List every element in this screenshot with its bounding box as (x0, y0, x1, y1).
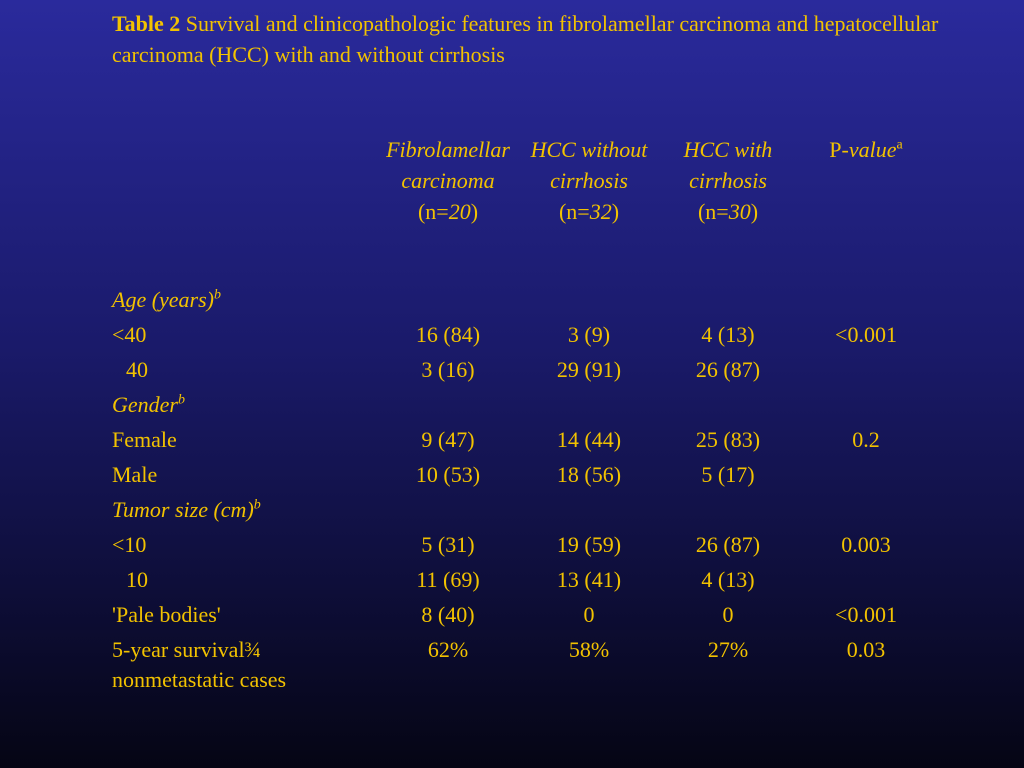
section-gender-label: Gender (112, 392, 178, 417)
row-label: 5-year survival¾ nonmetastatic cases (112, 637, 287, 692)
cell-p (798, 460, 934, 495)
cell-hcc-wo: 3 (9) (567, 322, 611, 347)
row-label: 40 (126, 357, 148, 382)
cell-p (798, 565, 934, 600)
header-hcc-w-name: HCC with cirrhosis (683, 137, 773, 193)
cell-fl: 9 (47) (421, 427, 475, 452)
cell-p: <0.001 (835, 602, 897, 627)
row-label: <40 (112, 322, 147, 347)
row-label: 10 (126, 567, 148, 592)
header-hcc-with: HCC with cirrhosis (n=30) (683, 137, 773, 224)
cell-p: 0.2 (852, 427, 880, 452)
cell-hcc-wo: 19 (59) (556, 532, 622, 557)
cell-hcc-w: 4 (13) (701, 567, 755, 592)
table-title (112, 8, 972, 70)
table-row (112, 530, 934, 565)
cell-hcc-wo: 13 (41) (556, 567, 622, 592)
header-fibrolamellar: Fibrolamellar carcinoma (n=20) (386, 137, 510, 224)
cell-fl: 5 (31) (421, 532, 475, 557)
section-tumor-label: Tumor size (cm) (112, 497, 254, 522)
cell-fl: 10 (53) (415, 462, 481, 487)
cell-hcc-w: 26 (87) (695, 532, 761, 557)
section-gender: Gender$^b$ (112, 392, 185, 417)
section-age: Age (years)$^b$ (112, 287, 222, 312)
table-row (112, 460, 934, 495)
cell-hcc-wo: 18 (56) (556, 462, 622, 487)
row-label: <10 (112, 532, 147, 557)
cell-hcc-w: 25 (83) (695, 427, 761, 452)
table-row (112, 635, 934, 711)
cell-hcc-w: 5 (17) (701, 462, 755, 487)
row-label: 'Pale bodies' (112, 602, 221, 627)
cell-fl: 8 (40) (421, 602, 475, 627)
cell-fl: 3 (16) (421, 357, 475, 382)
cell-hcc-w: 26 (87) (695, 357, 761, 382)
cell-hcc-wo: 58% (568, 637, 610, 662)
section-age-label: Age (years) (112, 287, 215, 312)
table-row (112, 565, 934, 600)
cell-p: 0.003 (841, 532, 891, 557)
header-blank (112, 134, 376, 285)
cell-p: <0.001 (835, 322, 897, 347)
cell-hcc-wo: 29 (91) (556, 357, 622, 382)
section-tumor-size: Tumor size (cm)$^b$ (112, 497, 261, 522)
header-hcc-without: HCC without cirrhosis (n=32) (530, 137, 648, 224)
header-p-value: P-value$^a$ (829, 137, 903, 162)
table-title-label: Table 2 (112, 11, 181, 36)
row-label: Female (112, 427, 177, 452)
cell-hcc-w: 4 (13) (701, 322, 755, 347)
cell-hcc-w: 0 (722, 602, 734, 627)
table-title-text: Survival and clinicopathologic features in fibrolamellar carcinoma and hepatocellular carcinoma (HCC) with and without cirrhosis (112, 11, 939, 67)
header-hcc-wo-n: 32 (589, 199, 612, 224)
table-row (112, 425, 934, 460)
cell-p: 0.03 (846, 637, 886, 662)
table-row (112, 600, 934, 635)
row-label: Male (112, 462, 158, 487)
table-row (112, 355, 934, 390)
data-table (112, 134, 934, 711)
header-row (112, 134, 934, 285)
header-hcc-w-n: 30 (728, 199, 751, 224)
table-row (112, 320, 934, 355)
header-hcc-wo-name: HCC without cirrhosis (530, 137, 648, 193)
cell-hcc-wo: 0 (583, 602, 595, 627)
cell-p (798, 355, 934, 390)
header-fl-n: 20 (448, 199, 471, 224)
cell-hcc-wo: 14 (44) (556, 427, 622, 452)
cell-fl: 11 (69) (416, 567, 480, 592)
cell-fl: 62% (427, 637, 469, 662)
cell-hcc-w: 27% (707, 637, 749, 662)
cell-fl: 16 (84) (415, 322, 481, 347)
header-fl-name: Fibrolamellar carcinoma (386, 137, 510, 193)
